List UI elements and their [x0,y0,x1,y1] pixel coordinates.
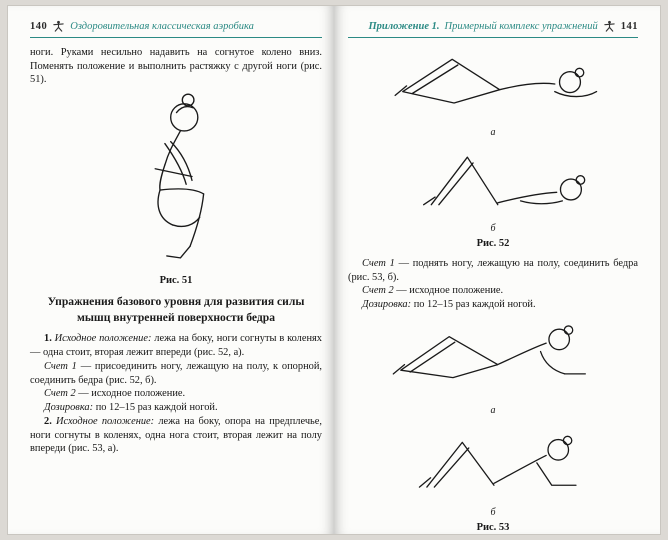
dosage-label: Дозировка: [362,299,412,311]
dosage-text: по 12–15 раз каждой ногой. [95,402,218,414]
running-title: Примерный комплекс упражнений [444,21,598,32]
left-page [7,5,334,535]
count-2-line [30,387,322,401]
gymnast-icon [603,20,616,33]
figure-53a-drawing [381,318,606,400]
count-1-line [348,257,638,284]
figure-52b-drawing [381,142,606,218]
right-page-number: 141 [620,21,638,32]
intro-paragraph: ноги. Руками несильно надавить на согнутое колено вниз. Поменять положение и выполнить растяжку с другой ноги (рис. 51). [30,47,322,86]
figure-52 [348,46,638,249]
figure-52a-drawing [381,46,606,122]
figure-52a-label: а [490,127,496,138]
start-position-text: лежа на боку, ноги согнуты в коленях — одна стоит, вторая лежит впереди (рис. 52, а). [30,333,322,359]
section-heading: Упражнения базового уровня для развития силы мышц внутренней поверхности бедра [47,295,305,324]
dosage-line [30,401,322,415]
gymnast-icon [52,20,65,33]
count-label: Счет 2 [362,285,394,297]
count-1-line [30,360,322,387]
start-position-label: Исходное положение: [56,415,155,427]
exercise-number: 2. [44,415,52,427]
figure-53-caption: Рис. 53 [476,521,510,533]
right-page [334,5,661,535]
figure-53a-label: а [490,404,496,416]
figure-53b-label: б [490,506,496,518]
figure-52b-label: б [490,223,496,234]
figure-51-drawing [99,87,254,267]
dosage-label: Дозировка: [44,402,94,414]
count-text: — присоединить ногу, лежащую на полу, к опорной, соединить бедра (рис. 52, б). [30,360,322,386]
count-2-line [348,284,638,298]
count-label: Счет 1 [362,258,395,269]
count-text: — поднять ногу, лежащую на полу, соединить бедра (рис. 53, б). [348,258,638,283]
figure-51-caption: Рис. 51 [159,275,193,287]
dosage-line [348,298,638,312]
figure-52-caption: Рис. 52 [476,238,510,249]
figure-51 [30,87,322,286]
exercise-number: 1. [44,333,52,345]
right-page-header [348,20,638,38]
start-position-text: лежа на боку, опора на предплечье, ноги согнуты в коленях, одна нога стоит, вторая лежит на полу впереди (рис. 53, а). [30,415,322,455]
figure-53 [348,318,638,533]
count-text: — исходное положение. [78,388,186,400]
exercise-2-start [30,415,322,456]
left-page-header [30,20,322,38]
left-page-number: 140 [30,21,48,32]
figure-53b-drawing [381,420,606,502]
dosage-text: по 12–15 раз каждой ногой. [413,299,536,311]
count-text: — исходное положение. [396,285,504,297]
running-title-appendix: Приложение 1. [368,21,440,32]
start-position-label: Исходное положение: [54,333,152,345]
running-title: Оздоровительная классическая аэробика [70,21,254,32]
count-label: Счет 1 [44,360,77,372]
count-label: Счет 2 [44,388,76,400]
exercise-1-start [30,332,322,359]
